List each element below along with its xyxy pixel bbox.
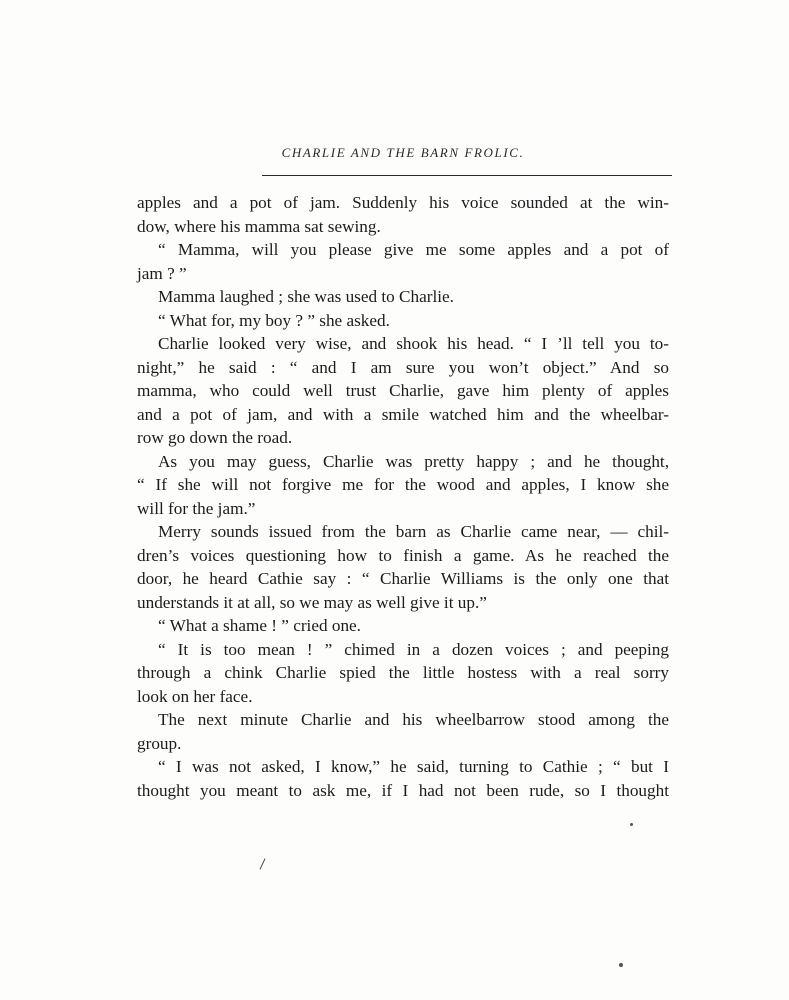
text-line: As you may guess, Charlie was pretty happy ; and he thought, bbox=[158, 451, 669, 471]
paper-speck bbox=[619, 963, 623, 967]
running-head: CHARLIE AND THE BARN FROLIC. bbox=[281, 145, 525, 160]
text-line: “ I was not asked, I know,” he said, turning to Cathie ; “ but I bbox=[158, 757, 669, 776]
text-line: jam ? ” bbox=[137, 263, 187, 283]
text-line: understands it at all, so we may as well give it up.” bbox=[137, 592, 487, 612]
text-line: dow, where his mamma sat sewing. bbox=[137, 216, 381, 236]
body-text bbox=[137, 191, 669, 802]
text-line: The next minute Charlie and his wheelbarrow stood among the bbox=[158, 710, 669, 729]
header-rule bbox=[262, 175, 672, 176]
text-line: door, he heard Cathie say : “ Charlie Williams is the only one that bbox=[137, 569, 669, 588]
text-line: dren’s voices questioning how to finish a game. As he reached the bbox=[137, 545, 669, 565]
text-line: “ What a shame ! ” cried one. bbox=[158, 616, 361, 635]
text-line: through a chink Charlie spied the little hostess with a real sorry bbox=[137, 663, 669, 682]
text-line: look on her face. bbox=[137, 686, 253, 706]
paper-speck bbox=[630, 823, 633, 826]
text-line: group. bbox=[137, 733, 182, 753]
text-line: thought you meant to ask me, if I had not been rude, so I thought bbox=[137, 780, 669, 800]
text-line: row go down the road. bbox=[137, 428, 293, 447]
text-line: will for the jam.” bbox=[137, 498, 256, 518]
text-line: Mamma laughed ; she was used to Charlie. bbox=[158, 287, 454, 306]
text-line: “ Mamma, will you please give me some apples and a pot of bbox=[158, 240, 669, 259]
text-line: “ It is too mean ! ” chimed in a dozen voices ; and peeping bbox=[158, 639, 669, 659]
text-line: Charlie looked very wise, and shook his head. “ I ’ll tell you to- bbox=[158, 334, 669, 353]
paper-mark bbox=[260, 858, 266, 869]
text-line: “ What for, my boy ? ” she asked. bbox=[158, 310, 390, 330]
text-line: and a pot of jam, and with a smile watched him and the wheelbar- bbox=[137, 404, 669, 424]
text-line: “ If she will not forgive me for the wood and apples, I know she bbox=[137, 475, 669, 494]
text-line: mamma, who could well trust Charlie, gave him plenty of apples bbox=[137, 381, 669, 400]
text-line: night,” he said : “ and I am sure you won’t object.” And so bbox=[137, 357, 669, 377]
text-line: apples and a pot of jam. Suddenly his voice sounded at the win- bbox=[137, 193, 669, 212]
text-line: Merry sounds issued from the barn as Charlie came near, — chil- bbox=[158, 522, 669, 541]
